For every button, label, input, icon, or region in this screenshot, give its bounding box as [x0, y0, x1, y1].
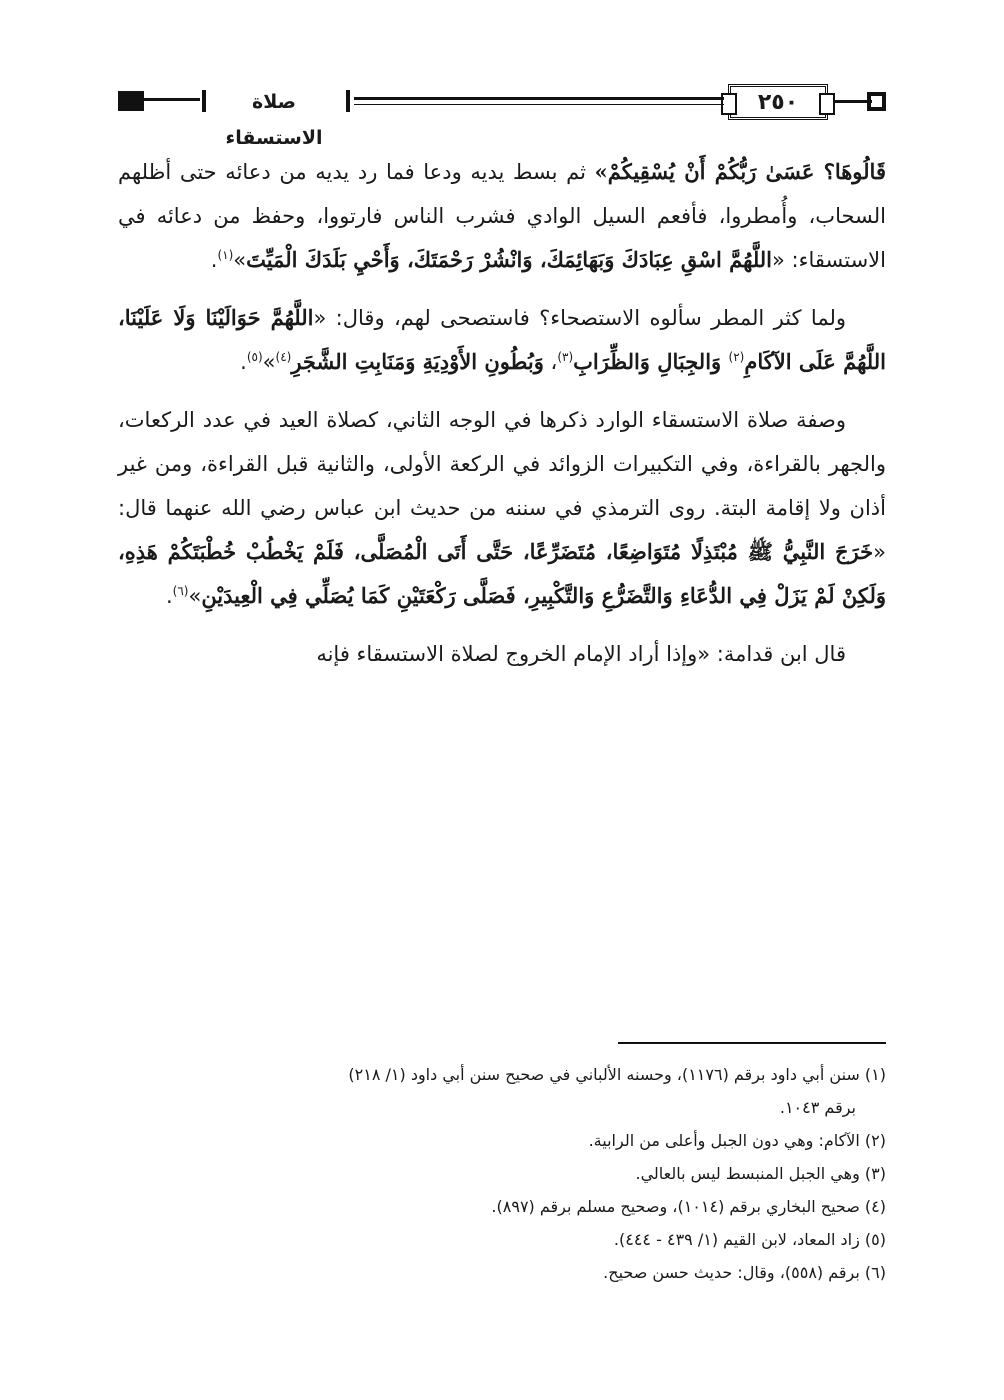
footnotes	[118, 1058, 886, 1289]
hadith-quote: خَرَجَ النَّبِيُّ ﷺ مُبْتَذِلًا مُتَوَاضِعًا، مُتَضَرِّعًا، حَتَّى أَتَى الْمُصَلَّى، فَلَمْ يَخْطُبْ خُطْبَتَكُمْ هَذِهِ، وَلَكِنْ لَمْ يَزَلْ فِي الدُّعَاءِ وَالتَّضَرُّعِ وَالتَّكْبِيرِ، فَصَلَّى رَكْعَتَيْنِ كَمَا يُصَلِّي فِي الْعِيدَيْنِ	[118, 539, 886, 608]
dua-quote: اللَّهُمَّ اسْقِ عِبَادَكَ وَبَهَائِمَكَ، وَانْشُرْ رَحْمَتَكَ، وَأَحْيِ بَلَدَكَ الْمَيِّتَ	[246, 247, 773, 272]
text: »	[233, 248, 247, 272]
paragraph-2	[118, 296, 886, 384]
footnote-4	[118, 1190, 886, 1223]
header-ornament-square-left	[118, 91, 144, 111]
paragraph-1	[118, 150, 886, 282]
footnote-5	[118, 1223, 886, 1256]
footnote-number: (١)	[864, 1065, 886, 1084]
footnote-6	[118, 1256, 886, 1289]
paragraph-4	[118, 632, 886, 676]
footnote-3	[118, 1157, 886, 1190]
footnote-text: وهي الجبل المنبسط ليس بالعالي.	[635, 1164, 860, 1183]
text: .	[210, 248, 218, 272]
footnote-1-continuation: برقم ١٠٤٣.	[779, 1098, 856, 1117]
footnote-number: (٣)	[864, 1164, 886, 1183]
footnote-number: (٥)	[864, 1230, 886, 1249]
text: »	[262, 350, 276, 374]
text: »	[188, 584, 202, 608]
quote: قَالُوهَا؟ عَسَىٰ رَبُّكُمْ أَنْ يُسْقِيكُمْ»	[594, 159, 886, 184]
footnote-1	[118, 1058, 886, 1091]
footnote-text: برقم (٥٥٨)، وقال: حديث حسن صحيح.	[603, 1263, 860, 1282]
footnote-2	[118, 1124, 886, 1157]
footnote-text: سنن أبي داود برقم (١١٧٦)، وحسنه الألباني في صحيح سنن أبي داود (١/ ٢١٨)	[348, 1065, 860, 1084]
text: ولما كثر المطر سألوه الاستصحاء؟ فاستصحى لهم، وقال: «	[313, 306, 847, 330]
footnote-ref-4[interactable]: (٤)	[275, 350, 292, 364]
text: قال ابن قدامة: «وإذا أراد الإمام الخروج لصلاة الاستسقاء فإنه	[316, 642, 846, 666]
footnote-number: (٦)	[864, 1263, 886, 1282]
dua-quote: اللَّهُمَّ حَوَالَيْنَا وَلَا عَلَيْنَا، اللَّهُمَّ عَلَى الآكَامِ	[118, 305, 886, 374]
footnote-separator	[618, 1042, 886, 1044]
footnote-text: الآكام: وهي دون الجبل وأعلى من الرابية.	[588, 1131, 860, 1150]
footnote-ref-3[interactable]: (٣)	[557, 350, 574, 364]
dua-quote: وَبُطُونِ الأَوْدِيَةِ وَمَنَابِتِ الشَّجَرِ	[291, 349, 544, 374]
text: ثم بسط يديه ودعا فما رد يديه من دعائه حتى أظلهم السحاب، وأُمطروا، فأفعم السيل الوادي فشرب الناس فارتووا، وحفظ من دعائه في الاستسقاء: «	[118, 160, 886, 272]
text: وصفة صلاة الاستسقاء الوارد ذكرها في الوجه الثاني، كصلاة العيد في عدد الركعات، والجهر بالقراءة، وفي التكبيرات الزوائد في الركعة الأولى، والثانية قبل القراءة، ومن غير أذان ولا إقامة البتة. روى الترمذي في سننه من حديث ابن عباس رضي الله عنهما قال: «	[118, 408, 886, 564]
footnote-ref-2[interactable]: (٢)	[728, 350, 745, 364]
footnote-ref-1[interactable]: (١)	[217, 248, 234, 262]
header-rule-end	[202, 90, 206, 112]
header-rule-thin	[354, 104, 724, 105]
text: .	[240, 350, 247, 374]
text: ،	[543, 350, 558, 374]
running-title: صلاة الاستسقاء	[208, 84, 340, 120]
header-rule	[832, 100, 872, 103]
footnote-number: (٢)	[864, 1131, 886, 1150]
footnote-text: صحيح البخاري برقم (١٠١٤)، وصحيح مسلم برقم (٨٩٧).	[491, 1197, 860, 1216]
paragraph-3	[118, 398, 886, 618]
main-text	[118, 150, 886, 690]
footnote-text: زاد المعاد، لابن القيم (١/ ٤٣٩ - ٤٤٤).	[613, 1230, 860, 1249]
footnote-number: (٤)	[864, 1197, 886, 1216]
footnote-ref-6[interactable]: (٦)	[172, 584, 189, 598]
header-rule	[144, 98, 200, 101]
running-header	[118, 84, 886, 149]
page-number-box	[728, 84, 828, 120]
header-rule-end	[346, 90, 350, 112]
dua-quote: وَالجِبَالِ وَالظِّرَابِ	[573, 349, 729, 374]
page-number: ٢٥٠	[757, 89, 799, 115]
footnote-ref-5[interactable]: (٥)	[246, 350, 263, 364]
header-rule	[354, 97, 724, 100]
text: .	[165, 584, 173, 608]
